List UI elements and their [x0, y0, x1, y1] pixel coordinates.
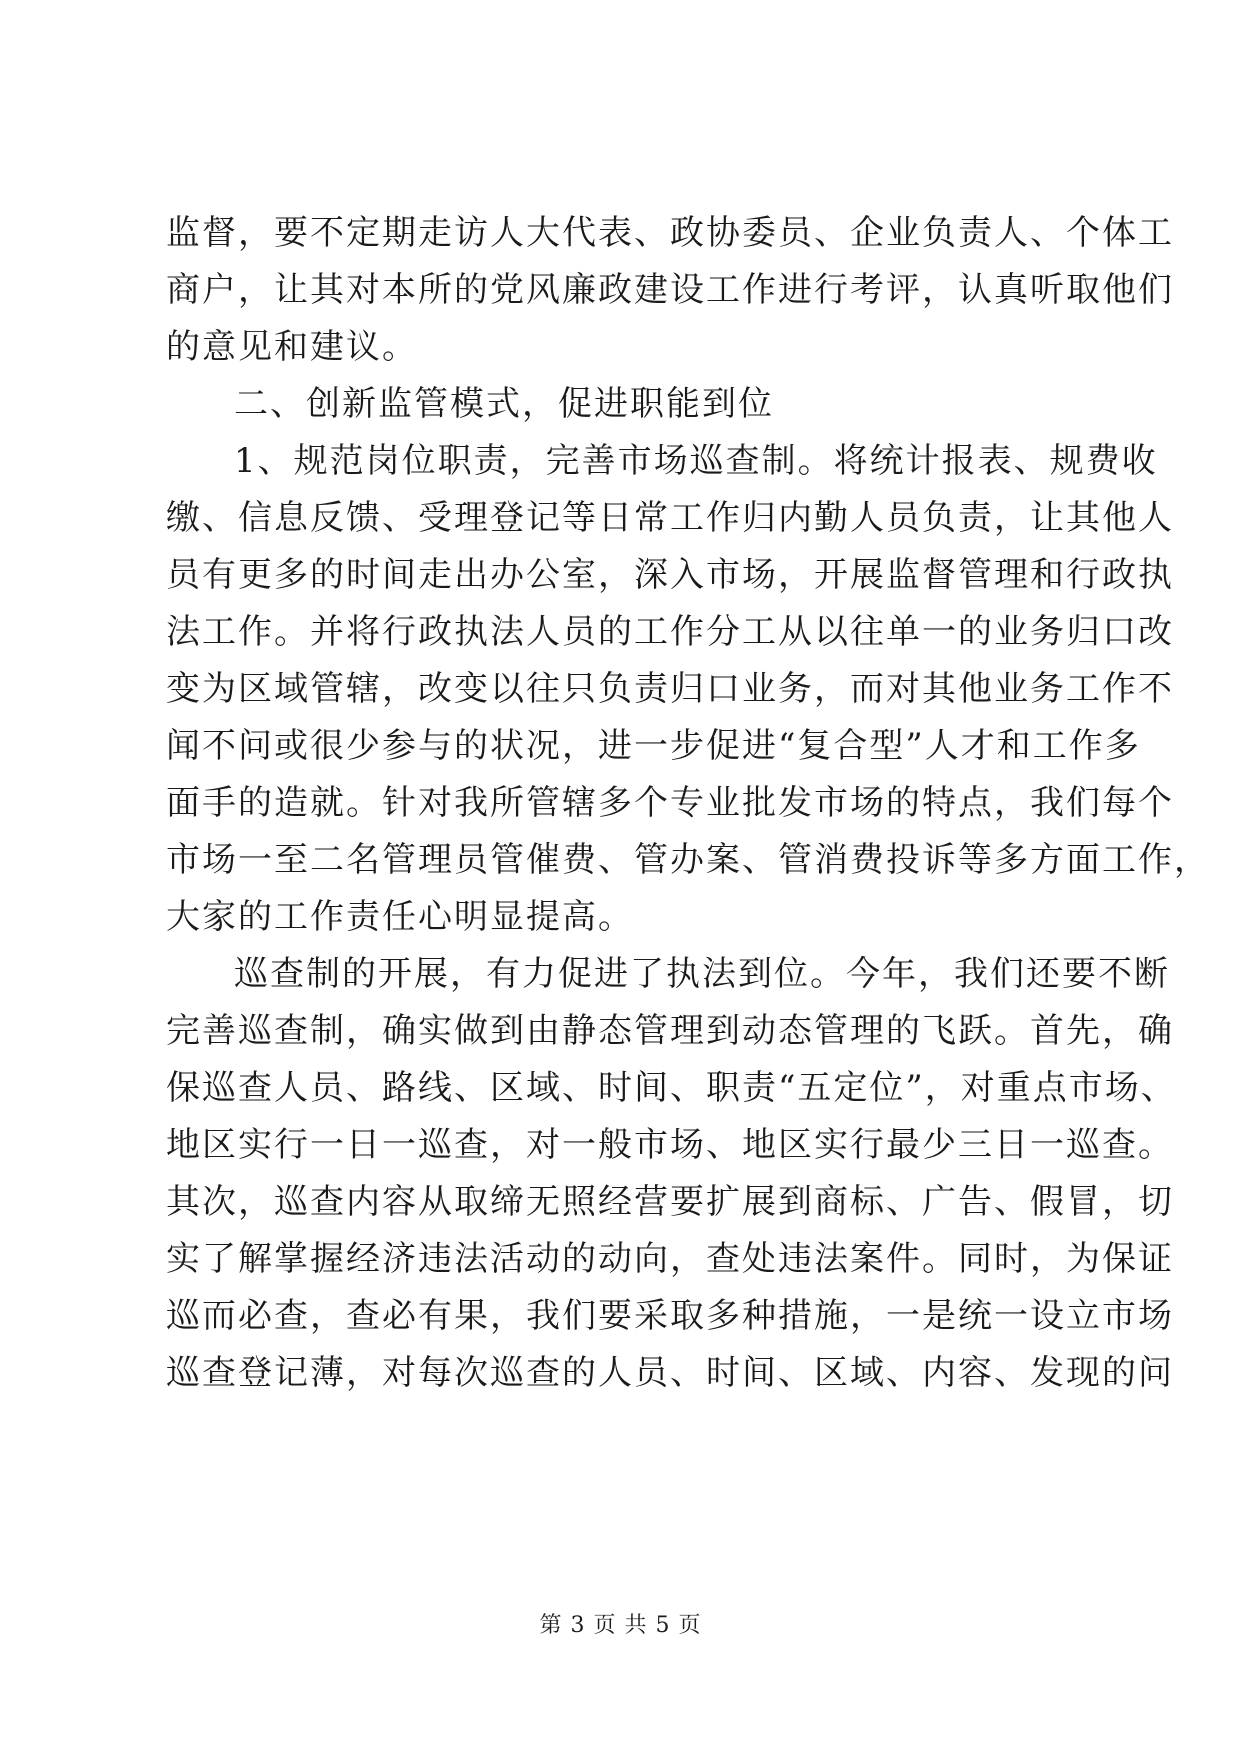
text-line: 员有更多的时间走出办公室，深入市场，开展监督管理和行政执: [166, 555, 1174, 595]
page-number-footer: 第 3 页 共 5 页: [539, 1613, 702, 1638]
text-line: 巡而必查，查必有果，我们要采取多种措施，一是统一设立市场: [166, 1296, 1174, 1336]
text-line: 闻不问或很少参与的状况，进一步促进“复合型”人才和工作多: [166, 726, 1141, 766]
text-line: 市场一至二名管理员管催费、管办案、管消费投诉等多方面工作，: [166, 840, 1210, 880]
text-line: 大家的工作责任心明显提高。: [166, 897, 634, 937]
text-line: 变为区域管辖，改变以往只负责归口业务，而对其他业务工作不: [166, 669, 1174, 709]
text-line: 地区实行一日一巡查，对一般市场、地区实行最少三日一巡查。: [166, 1125, 1174, 1165]
text-line: 完善巡查制，确实做到由静态管理到动态管理的飞跃。首先，确: [166, 1011, 1174, 1051]
text-line: 保巡查人员、路线、区域、时间、职责“五定位”，对重点市场、: [166, 1068, 1177, 1108]
text-line: 其次，巡查内容从取缔无照经营要扩展到商标、广告、假冒，切: [166, 1182, 1174, 1222]
text-line: 的意见和建议。: [166, 327, 418, 367]
text-line: 缴、信息反馈、受理登记等日常工作归内勤人员负责，让其他人: [166, 498, 1174, 538]
text-line: 巡查制的开展，有力促进了执法到位。今年，我们还要不断: [234, 954, 1170, 994]
section-heading: 二、创新监管模式，促进职能到位: [234, 384, 774, 424]
text-line: 法工作。并将行政执法人员的工作分工从以往单一的业务归口改: [166, 612, 1174, 652]
text-line: 商户，让其对本所的党风廉政建设工作进行考评，认真听取他们: [166, 270, 1174, 310]
text-line: 实了解掌握经济违法活动的动向，查处违法案件。同时，为保证: [166, 1239, 1174, 1279]
text-line: 面手的造就。针对我所管辖多个专业批发市场的特点，我们每个: [166, 783, 1174, 823]
text-line: 监督，要不定期走访人大代表、政协委员、企业负责人、个体工: [166, 213, 1174, 253]
text-line: 1、规范岗位职责，完善市场巡查制。将统计报表、规费收: [234, 441, 1158, 481]
text-line: 巡查登记薄，对每次巡查的人员、时间、区域、内容、发现的问: [166, 1353, 1174, 1393]
